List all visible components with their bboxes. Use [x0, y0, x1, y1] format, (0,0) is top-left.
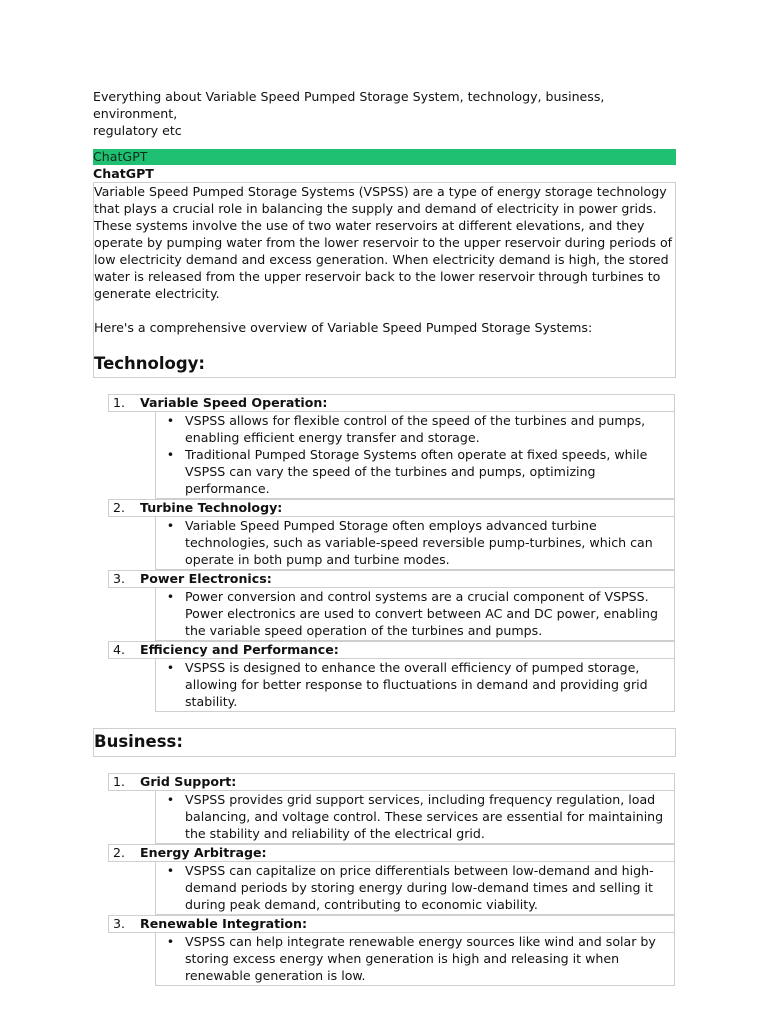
item-number: 2.: [112, 845, 125, 860]
bullet-item: [156, 412, 674, 446]
bullet-text: VSPSS allows for flexible control of the speed of the turbines and pumps, enabling efficient energy transfer and storage.: [185, 413, 646, 445]
bullet-item: [156, 862, 674, 913]
business-list: [93, 773, 676, 986]
chatgpt-bar: ChatGPT: [93, 149, 676, 165]
item-number: 2.: [112, 500, 125, 515]
intro-paragraph: Variable Speed Pumped Storage Systems (VSPSS) are a type of energy storage technology that plays a crucial role in balancing the supply and demand of electricity in power grids. These systems involve the use of two water reservoirs at different elevations, and they operate by pumping water from the lower reservoir to the upper reservoir during periods of low electricity demand and excess generation. When electricity demand is high, the stored water is released from the upper reservoir back to the lower reservoir through turbines to generate electricity.: [94, 184, 673, 301]
bullet-text: VSPSS can help integrate renewable energy sources like wind and solar by storing excess energy when generation is high and releasing it when renewable generation is low.: [185, 934, 656, 983]
numbered-item: [108, 394, 675, 412]
item-title: Power Electronics:: [140, 571, 272, 586]
item-number: 1.: [112, 395, 125, 410]
numbered-item: [108, 844, 675, 862]
prompt-line-1: Everything about Variable Speed Pumped Storage System, technology, business, environment,: [93, 89, 605, 121]
bullet-list: [155, 659, 675, 712]
bullet-dot-icon: •: [166, 447, 175, 462]
bullet-list: [155, 412, 675, 499]
author-label: ChatGPT: [93, 166, 154, 181]
bullet-list: [155, 517, 675, 570]
bullet-item: [156, 517, 674, 568]
business-heading: Business:: [93, 728, 676, 757]
numbered-item: [108, 915, 675, 933]
item-title: Variable Speed Operation:: [140, 395, 328, 410]
bullet-list: [155, 791, 675, 844]
prompt-line-2: regulatory etc: [93, 123, 182, 138]
item-title: Grid Support:: [140, 774, 237, 789]
bullet-text: Power conversion and control systems are a crucial component of VSPSS. Power electronics are used to convert between AC and DC power, enabling the variable speed operation of the turbines and pumps.: [185, 589, 658, 638]
technology-heading: Technology:: [94, 354, 206, 373]
bullet-item: [156, 791, 674, 842]
numbered-item: [108, 499, 675, 517]
numbered-item: [108, 570, 675, 588]
bullet-dot-icon: •: [166, 660, 175, 675]
bullet-dot-icon: •: [166, 863, 175, 878]
numbered-item: [108, 773, 675, 791]
overview-paragraph: Here's a comprehensive overview of Variable Speed Pumped Storage Systems:: [94, 320, 593, 335]
bullet-list: [155, 933, 675, 986]
bullet-dot-icon: •: [166, 792, 175, 807]
item-title: Turbine Technology:: [140, 500, 283, 515]
bullet-item: [156, 446, 674, 497]
bullet-text: VSPSS can capitalize on price differentials between low-demand and high-demand periods by storing energy during low-demand times and selling it during peak demand, contributing to economic viability.: [185, 863, 654, 912]
bullet-item: [156, 933, 674, 984]
item-number: 4.: [112, 642, 125, 657]
bullet-text: VSPSS is designed to enhance the overall efficiency of pumped storage, allowing for better response to fluctuations in demand and providing grid stability.: [185, 660, 648, 709]
technology-list: [93, 394, 676, 712]
bullet-dot-icon: •: [166, 589, 175, 604]
numbered-item: [108, 641, 675, 659]
document-page: [93, 88, 676, 986]
bullet-list: [155, 862, 675, 915]
item-title: Efficiency and Performance:: [140, 642, 339, 657]
bullet-item: [156, 659, 674, 710]
bullet-dot-icon: •: [166, 934, 175, 949]
item-title: Energy Arbitrage:: [140, 845, 267, 860]
bullet-dot-icon: •: [166, 518, 175, 533]
item-title: Renewable Integration:: [140, 916, 308, 931]
intro-box: [93, 182, 676, 378]
item-number: 3.: [112, 571, 125, 586]
item-number: 3.: [112, 916, 125, 931]
bullet-text: Traditional Pumped Storage Systems often operate at fixed speeds, while VSPSS can vary the speed of the turbines and pumps, optimizing performance.: [185, 447, 648, 496]
bullet-dot-icon: •: [166, 413, 175, 428]
bullet-text: VSPSS provides grid support services, including frequency regulation, load balancing, and voltage control. These services are essential for maintaining the stability and reliability of the electrical grid.: [185, 792, 664, 841]
item-number: 1.: [112, 774, 125, 789]
bullet-text: Variable Speed Pumped Storage often employs advanced turbine technologies, such as variable-speed reversible pump-turbines, which can operate in both pump and turbine modes.: [185, 518, 653, 567]
bullet-list: [155, 588, 675, 641]
bullet-item: [156, 588, 674, 639]
